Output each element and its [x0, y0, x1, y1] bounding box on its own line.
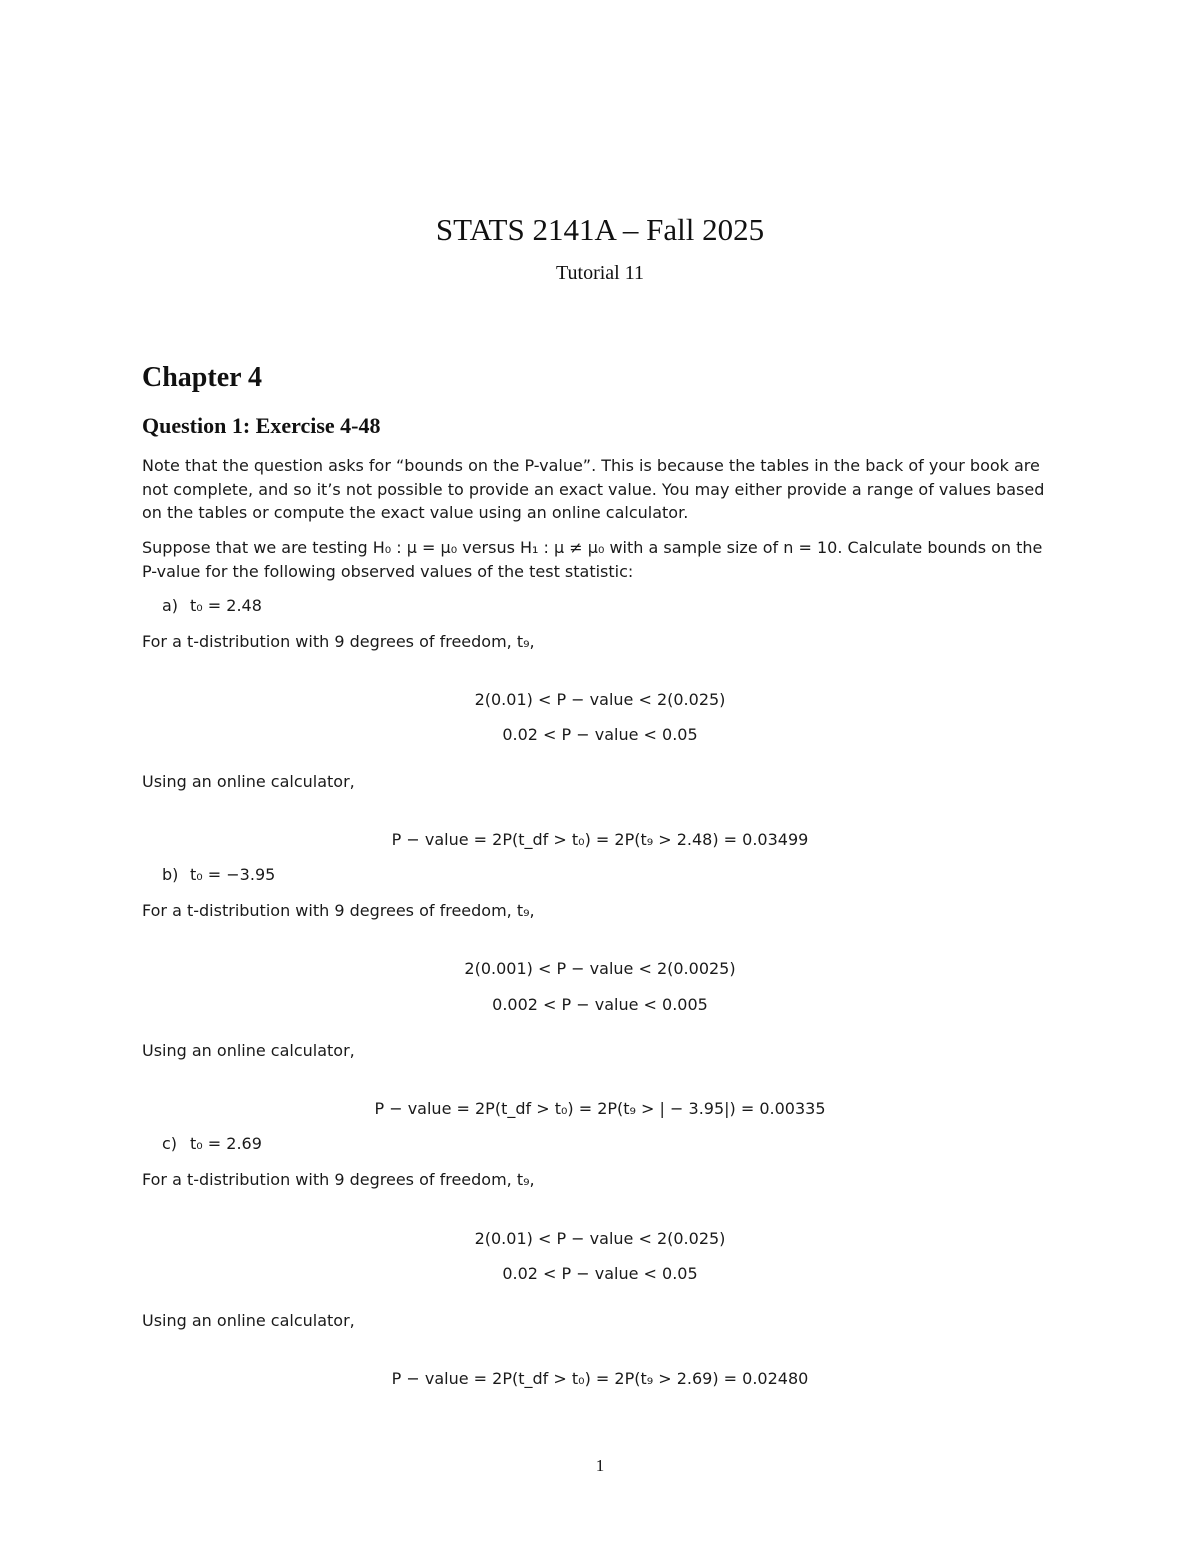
part-label: c): [162, 1134, 178, 1153]
part-c-bound-1: 2(0.01) < P − value < 2(0.025): [474, 1229, 726, 1248]
part-a-calc-text: Using an online calculator,: [142, 772, 355, 791]
part-b-result: P − value = 2P(t_df > t₀) = 2P(t₉ > | − 3.95|) = 0.00335: [374, 1099, 826, 1118]
question-heading: Question 1: Exercise 4-48: [142, 413, 381, 438]
test-statistic: t₀ = 2.48: [190, 596, 262, 615]
part-c-dist-text: For a t-distribution with 9 degrees of freedom, t₉,: [142, 1170, 535, 1189]
document-title: STATS 2141A – Fall 2025: [435, 212, 765, 247]
page-number: 1: [595, 1456, 605, 1475]
part-a-dist-text: For a t-distribution with 9 degrees of freedom, t₉,: [142, 632, 535, 651]
intro-paragraph: Note that the question asks for “bounds on the P-value”. This is because the tables in the back of your book are not complete, and so it’s not possible to provide an exact value. You may either provide a range of values based on the tables or compute the exact value using an online calculator.: [142, 456, 1045, 522]
part-b-calc-text: Using an online calculator,: [142, 1041, 355, 1060]
problem-statement: Suppose that we are testing H₀ : μ = μ₀ versus H₁ : μ ≠ μ₀ with a sample size of n = 10. Calculate bounds on the P-value for the following observed values of the test statistic:: [142, 538, 1043, 581]
part-b-bound-2: 0.002 < P − value < 0.005: [492, 995, 708, 1014]
part-b-bound-1: 2(0.001) < P − value < 2(0.0025): [464, 959, 736, 978]
test-statistic: t₀ = −3.95: [190, 865, 276, 884]
chapter-heading: Chapter 4: [142, 362, 263, 393]
part-c-stat: [162, 1134, 262, 1153]
part-c-result: P − value = 2P(t_df > t₀) = 2P(t₉ > 2.69) = 0.02480: [391, 1369, 809, 1388]
part-a-result: P − value = 2P(t_df > t₀) = 2P(t₉ > 2.48) = 0.03499: [391, 830, 809, 849]
part-b-stat: [162, 865, 275, 884]
part-label: b): [162, 865, 179, 884]
part-b-dist-text: For a t-distribution with 9 degrees of freedom, t₉,: [142, 901, 535, 920]
document-subtitle: Tutorial 11: [556, 262, 644, 284]
part-c-bound-2: 0.02 < P − value < 0.05: [502, 1264, 698, 1283]
part-a-stat: [162, 596, 262, 615]
part-c-calc-text: Using an online calculator,: [142, 1311, 355, 1330]
part-a-bound-2: 0.02 < P − value < 0.05: [502, 725, 698, 744]
test-statistic: t₀ = 2.69: [190, 1134, 262, 1153]
part-a-bound-1: 2(0.01) < P − value < 2(0.025): [474, 690, 726, 709]
part-label: a): [162, 596, 179, 615]
